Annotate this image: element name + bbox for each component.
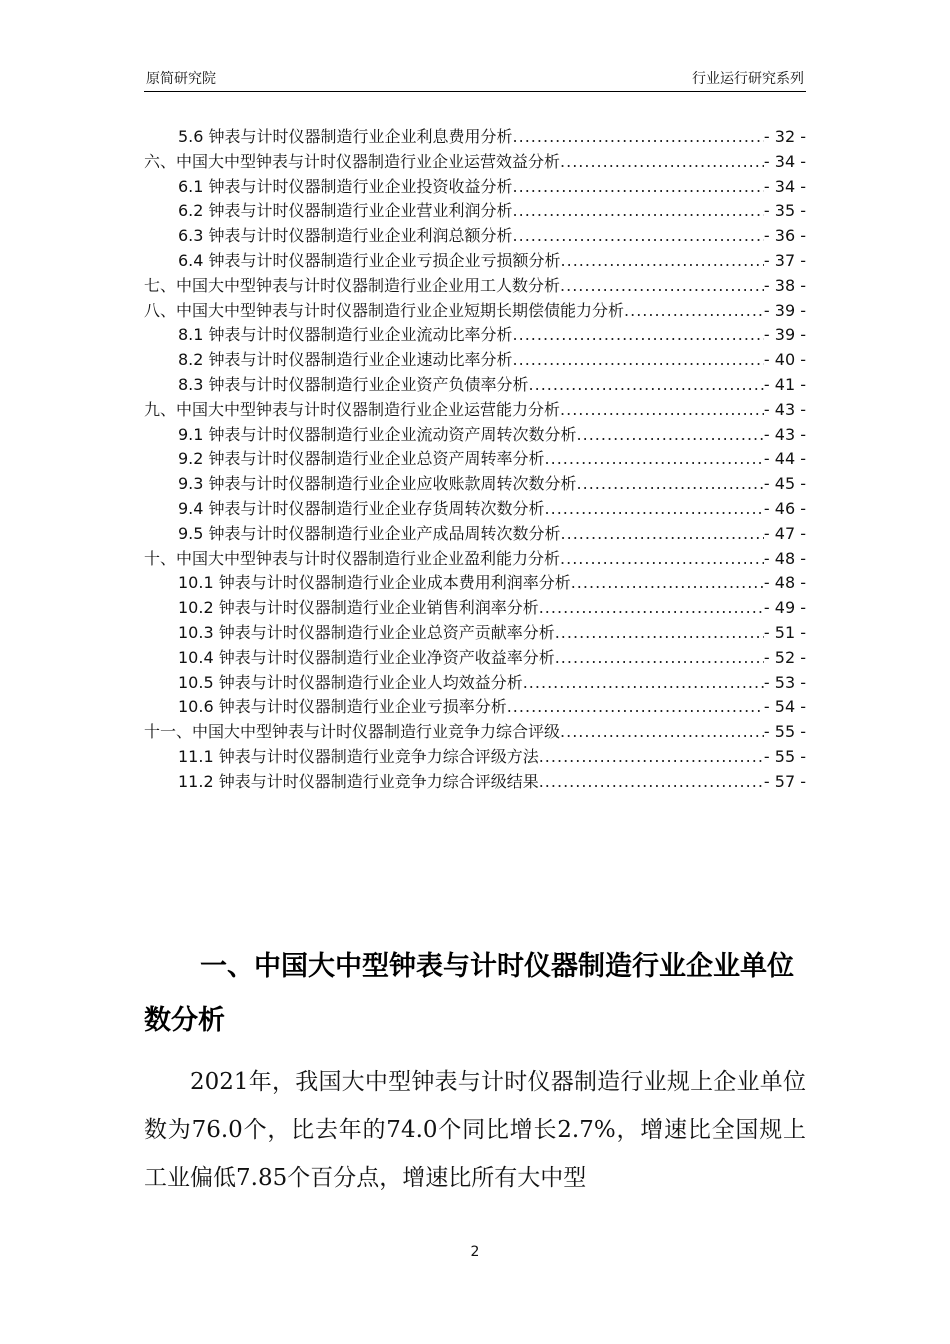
toc-leader-dots xyxy=(513,224,764,249)
toc-entry-page: - 41 - xyxy=(763,374,806,394)
toc-entry-page: - 52 - xyxy=(763,647,806,667)
toc-entry-page: - 48 - xyxy=(763,548,806,568)
toc-entry-title: 9.5 钟表与计时仪器制造行业企业产成品周转次数分析 xyxy=(178,523,561,543)
toc-entry[interactable] xyxy=(144,695,806,720)
toc-entry-page: - 34 - xyxy=(763,151,806,171)
toc-entry-title: 10.1 钟表与计时仪器制造行业企业成本费用利润率分析 xyxy=(178,573,571,593)
toc-leader-dots xyxy=(560,720,764,745)
toc-entry[interactable] xyxy=(144,596,806,621)
toc-entry-title: 8.1 钟表与计时仪器制造行业企业流动比率分析 xyxy=(178,325,513,345)
toc-entry-title: 8.3 钟表与计时仪器制造行业企业资产负债率分析 xyxy=(178,374,529,394)
toc-entry-title: 10.4 钟表与计时仪器制造行业企业净资产收益率分析 xyxy=(178,647,555,667)
toc-entry-page: - 47 - xyxy=(763,523,806,543)
toc-leader-dots xyxy=(529,373,764,398)
toc-entry[interactable] xyxy=(144,547,806,572)
toc-entry-title: 八、中国大中型钟表与计时仪器制造行业企业短期长期偿债能力分析 xyxy=(144,300,625,320)
toc-entry-title: 九、中国大中型钟表与计时仪器制造行业企业运营能力分析 xyxy=(144,399,561,419)
toc-entry[interactable] xyxy=(144,522,806,547)
toc-leader-dots xyxy=(555,646,764,671)
toc-entry[interactable] xyxy=(144,348,806,373)
toc-entry[interactable] xyxy=(144,323,806,348)
toc-entry-title: 6.4 钟表与计时仪器制造行业企业亏损企业亏损额分析 xyxy=(178,250,561,270)
toc-entry-page: - 43 - xyxy=(763,399,806,419)
toc-entry[interactable] xyxy=(144,447,806,472)
toc-entry-page: - 46 - xyxy=(763,498,806,518)
toc-entry-title: 9.3 钟表与计时仪器制造行业企业应收账款周转次数分析 xyxy=(178,474,577,494)
toc-entry[interactable] xyxy=(144,274,806,299)
toc-entry-page: - 36 - xyxy=(763,226,806,246)
toc-entry[interactable] xyxy=(144,423,806,448)
toc-entry-page: - 32 - xyxy=(763,127,806,146)
toc-entry-page: - 55 - xyxy=(763,746,806,766)
toc-entry[interactable] xyxy=(144,745,806,770)
toc-leader-dots xyxy=(539,745,764,770)
header-left-title: 原简研究院 xyxy=(146,71,216,87)
toc-leader-dots xyxy=(561,522,764,547)
toc-entry-title: 9.2 钟表与计时仪器制造行业企业总资产周转率分析 xyxy=(178,449,545,469)
toc-entry[interactable] xyxy=(144,472,806,497)
toc-leader-dots xyxy=(560,398,764,423)
toc-entry[interactable] xyxy=(144,249,806,274)
toc-entry-title: 11.2 钟表与计时仪器制造行业竞争力综合评级结果 xyxy=(178,771,539,791)
toc-entry[interactable] xyxy=(144,621,806,646)
toc-entry[interactable] xyxy=(144,497,806,522)
toc-entry[interactable] xyxy=(144,299,806,324)
toc-leader-dots xyxy=(539,596,764,621)
toc-entry-page: - 34 - xyxy=(763,176,806,196)
toc-entry[interactable] xyxy=(144,199,806,224)
toc-entry-title: 11.1 钟表与计时仪器制造行业竞争力综合评级方法 xyxy=(178,746,539,766)
toc-entry-page: - 43 - xyxy=(763,424,806,444)
toc-entry[interactable] xyxy=(144,571,806,596)
toc-entry-page: - 39 - xyxy=(763,325,806,345)
toc-entry-page: - 38 - xyxy=(763,275,806,295)
toc-entry[interactable] xyxy=(144,671,806,696)
toc-leader-dots xyxy=(539,770,764,795)
toc-entry[interactable] xyxy=(144,398,806,423)
toc-leader-dots xyxy=(513,323,764,348)
toc-entry-title: 十、中国大中型钟表与计时仪器制造行业企业盈利能力分析 xyxy=(144,548,561,568)
toc-entry-title: 8.2 钟表与计时仪器制造行业企业速动比率分析 xyxy=(178,350,513,370)
toc-entry-title: 6.2 钟表与计时仪器制造行业企业营业利润分析 xyxy=(178,201,513,221)
toc-entry-page: - 39 - xyxy=(763,300,806,320)
toc-leader-dots xyxy=(513,175,764,200)
toc-entry-title: 9.4 钟表与计时仪器制造行业企业存货周转次数分析 xyxy=(178,498,545,518)
toc-entry-title: 10.5 钟表与计时仪器制造行业企业人均效益分析 xyxy=(178,672,523,692)
toc-entry-title: 10.3 钟表与计时仪器制造行业企业总资产贡献率分析 xyxy=(178,622,555,642)
body-paragraph: 2021年，我国大中型钟表与计时仪器制造行业规上企业单位数为76.0个，比去年的74.0个同比增长2.7%，增速比全国规上工业偏低7.85个百分点，增速比所有大中型 xyxy=(144,1069,806,1191)
toc-leader-dots xyxy=(560,547,764,572)
table-of-contents xyxy=(144,125,806,795)
page-number: 2 xyxy=(470,1244,480,1260)
toc-leader-dots xyxy=(561,249,764,274)
toc-entry[interactable] xyxy=(144,125,806,150)
toc-entry[interactable] xyxy=(144,224,806,249)
toc-entry[interactable] xyxy=(144,175,806,200)
toc-leader-dots xyxy=(577,423,764,448)
toc-entry[interactable] xyxy=(144,373,806,398)
toc-entry-title: 5.6 钟表与计时仪器制造行业企业利息费用分析 xyxy=(178,127,513,146)
toc-leader-dots xyxy=(523,671,764,696)
toc-entry[interactable] xyxy=(144,150,806,175)
toc-leader-dots xyxy=(545,497,764,522)
toc-entry-page: - 53 - xyxy=(763,672,806,692)
toc-entry[interactable] xyxy=(144,646,806,671)
toc-entry-page: - 51 - xyxy=(763,622,806,642)
toc-leader-dots xyxy=(560,274,764,299)
header-right-title: 行业运行研究系列 xyxy=(692,71,804,87)
toc-entry-title: 10.2 钟表与计时仪器制造行业企业销售利润率分析 xyxy=(178,598,539,618)
toc-entry-title: 6.3 钟表与计时仪器制造行业企业利润总额分析 xyxy=(178,226,513,246)
toc-leader-dots xyxy=(577,472,764,497)
toc-entry-title: 10.6 钟表与计时仪器制造行业企业亏损率分析 xyxy=(178,697,507,717)
toc-leader-dots xyxy=(513,125,764,150)
toc-entry-page: - 55 - xyxy=(763,722,806,742)
toc-leader-dots xyxy=(555,621,764,646)
toc-entry-page: - 40 - xyxy=(763,350,806,370)
toc-leader-dots xyxy=(571,571,764,596)
toc-entry-title: 十一、中国大中型钟表与计时仪器制造行业竞争力综合评级 xyxy=(144,722,561,742)
toc-entry-page: - 35 - xyxy=(763,201,806,221)
toc-entry-page: - 44 - xyxy=(763,449,806,469)
toc-entry-page: - 49 - xyxy=(763,598,806,618)
toc-leader-dots xyxy=(513,348,764,373)
toc-entry[interactable] xyxy=(144,720,806,745)
toc-leader-dots xyxy=(624,299,764,324)
header-divider xyxy=(144,91,806,92)
toc-entry-page: - 37 - xyxy=(763,250,806,270)
toc-leader-dots xyxy=(513,199,764,224)
toc-entry-title: 七、中国大中型钟表与计时仪器制造行业企业用工人数分析 xyxy=(144,275,561,295)
toc-entry-title: 六、中国大中型钟表与计时仪器制造行业企业运营效益分析 xyxy=(144,151,561,171)
toc-entry-title: 6.1 钟表与计时仪器制造行业企业投资收益分析 xyxy=(178,176,513,196)
toc-leader-dots xyxy=(560,150,764,175)
toc-entry-page: - 45 - xyxy=(763,474,806,494)
toc-entry-page: - 54 - xyxy=(763,697,806,717)
toc-leader-dots xyxy=(507,695,764,720)
toc-entry-page: - 57 - xyxy=(763,771,806,791)
section-heading: 一、中国大中型钟表与计时仪器制造行业企业单位数分析 xyxy=(144,951,794,1036)
toc-entry-page: - 48 - xyxy=(763,573,806,593)
toc-entry-title: 9.1 钟表与计时仪器制造行业企业流动资产周转次数分析 xyxy=(178,424,577,444)
toc-entry[interactable] xyxy=(144,770,806,795)
toc-leader-dots xyxy=(545,447,764,472)
